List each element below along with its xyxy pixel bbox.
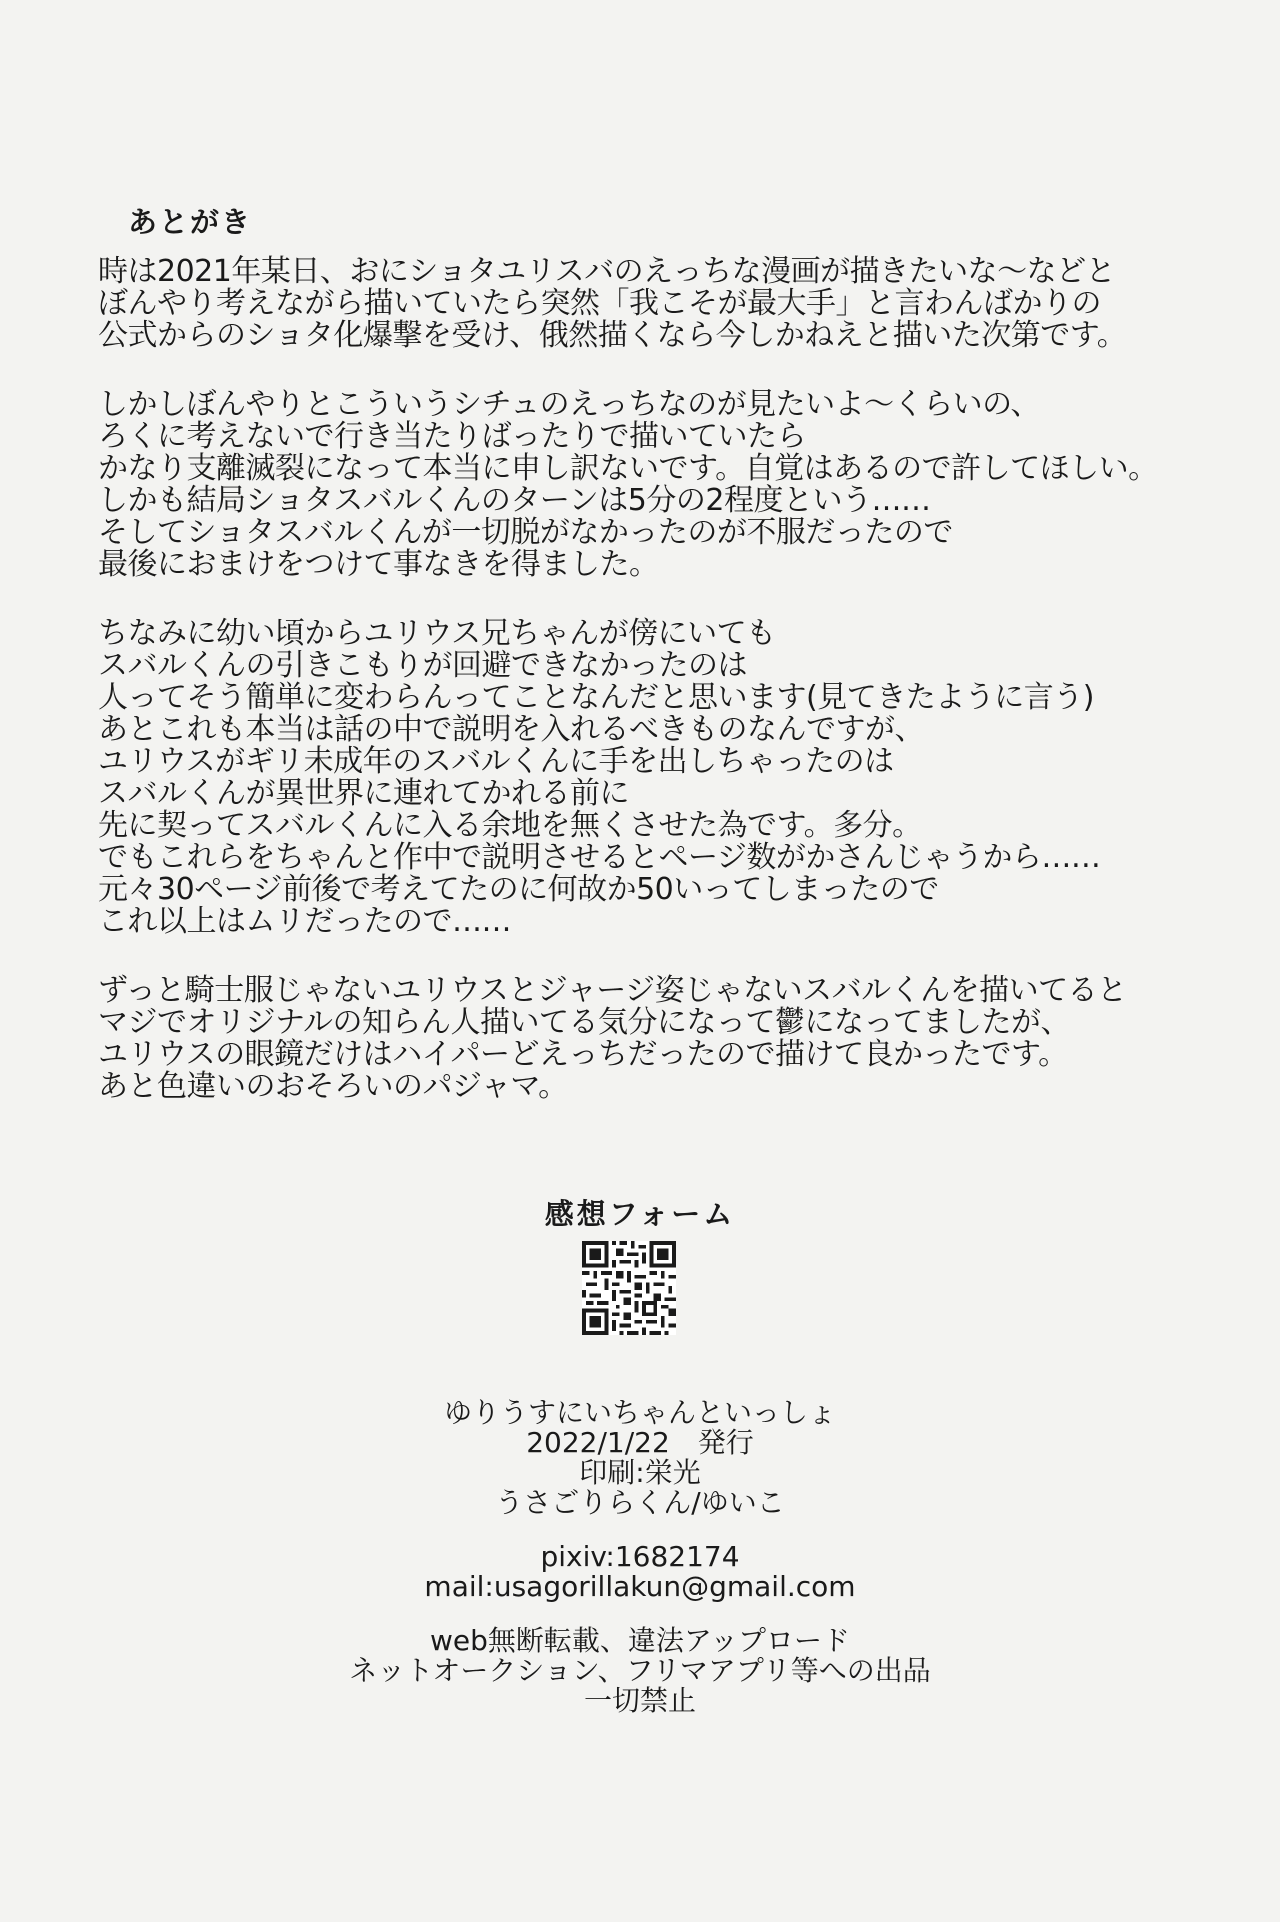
text-line: 人ってそう簡単に変わらんってことなんだと思います(見てきたように言う) <box>98 680 1094 715</box>
afterword-paragraph-4 <box>98 975 1208 1103</box>
text-line: ちなみに幼い頃からユリウス兄ちゃんが傍にいても <box>98 616 776 651</box>
afterword-paragraph-2 <box>98 389 1208 581</box>
text-line: これ以上はムリだったので…… <box>98 904 511 939</box>
qr-code-icon[interactable] <box>582 1241 676 1335</box>
text-line: 時は2021年某日、おにショタユリスバのえっちな漫画が描きたいな〜などと <box>98 254 1116 289</box>
notice-line: ネットオークション、フリマアプリ等への出品 <box>349 1654 931 1687</box>
text-line: 公式からのショタ化爆撃を受け、俄然描くなら今しかねえと描いた次第です。 <box>98 318 1127 353</box>
afterword-body <box>98 256 1208 1140</box>
book-title: ゆりうすにいちゃんといっしょ <box>443 1396 836 1429</box>
feedback-form-title: 感想フォーム <box>544 1197 736 1231</box>
afterword-heading: あとがき <box>128 205 253 239</box>
text-line: ユリウスがギリ未成年のスバルくんに手を出しちゃったのは <box>98 744 894 779</box>
text-line: かなり支離滅裂になって本当に申し訳ないです。自覚はあるので許してほしい。 <box>98 451 1158 486</box>
printer: 印刷:栄光 <box>579 1456 701 1489</box>
text-line: あと色違いのおそろいのパジャマ。 <box>98 1069 568 1104</box>
notice-line: 一切禁止 <box>583 1684 696 1717</box>
notice-line: web無断転載、違法アップロード <box>430 1624 850 1657</box>
text-line: しかも結局ショタスバルくんのターンは5分の2程度という…… <box>98 483 931 518</box>
text-line: ユリウスの眼鏡だけはハイパーどえっちだったので描けて良かったです。 <box>98 1037 1068 1072</box>
text-line: あとこれも本当は話の中で説明を入れるべきものなんですが、 <box>98 712 924 747</box>
spacer <box>0 1602 1280 1626</box>
text-line: 元々30ページ前後で考えてたのに何故か50いってしまったので <box>98 872 939 907</box>
text-line: ぼんやり考えながら描いていたら突然「我こそが最大手」と言わんばかりの <box>98 286 1101 321</box>
text-line: マジでオリジナルの知らん人描いてる気分になって鬱になってましたが、 <box>98 1005 1070 1040</box>
pixiv-id: pixiv:1682174 <box>540 1540 740 1573</box>
contact-email: mail:usagorillakun@gmail.com <box>424 1570 856 1603</box>
text-line: スバルくんが異世界に連れてかれる前に <box>98 776 629 811</box>
text-line: 先に契ってスバルくんに入る余地を無くさせた為です。多分。 <box>98 808 922 843</box>
afterword-paragraph-1 <box>98 256 1208 352</box>
text-line: でもこれらをちゃんと作中で説明させるとページ数がかさんじゃうから…… <box>98 840 1101 875</box>
text-line: ろくに考えないで行き当たりばったりで描いていたら <box>98 419 806 454</box>
text-line: そしてショタスバルくんが一切脱がなかったのが不服だったので <box>98 515 953 550</box>
text-line: ずっと騎士服じゃないユリウスとジャージ姿じゃないスバルくんを描いてると <box>98 973 1127 1008</box>
colophon <box>0 1398 1280 1716</box>
afterword-paragraph-3 <box>98 618 1208 938</box>
circle-author: うさごりらくん/ゆいこ <box>495 1486 785 1519</box>
text-line: しかしぼんやりとこういうシチュのえっちなのが見たいよ〜くらいの、 <box>98 387 1040 422</box>
spacer <box>0 1518 1280 1542</box>
publish-date: 2022/1/22 発行 <box>526 1426 754 1459</box>
text-line: 最後におまけをつけて事なきを得ました。 <box>98 547 659 582</box>
text-line: スバルくんの引きこもりが回避できなかったのは <box>98 648 747 683</box>
